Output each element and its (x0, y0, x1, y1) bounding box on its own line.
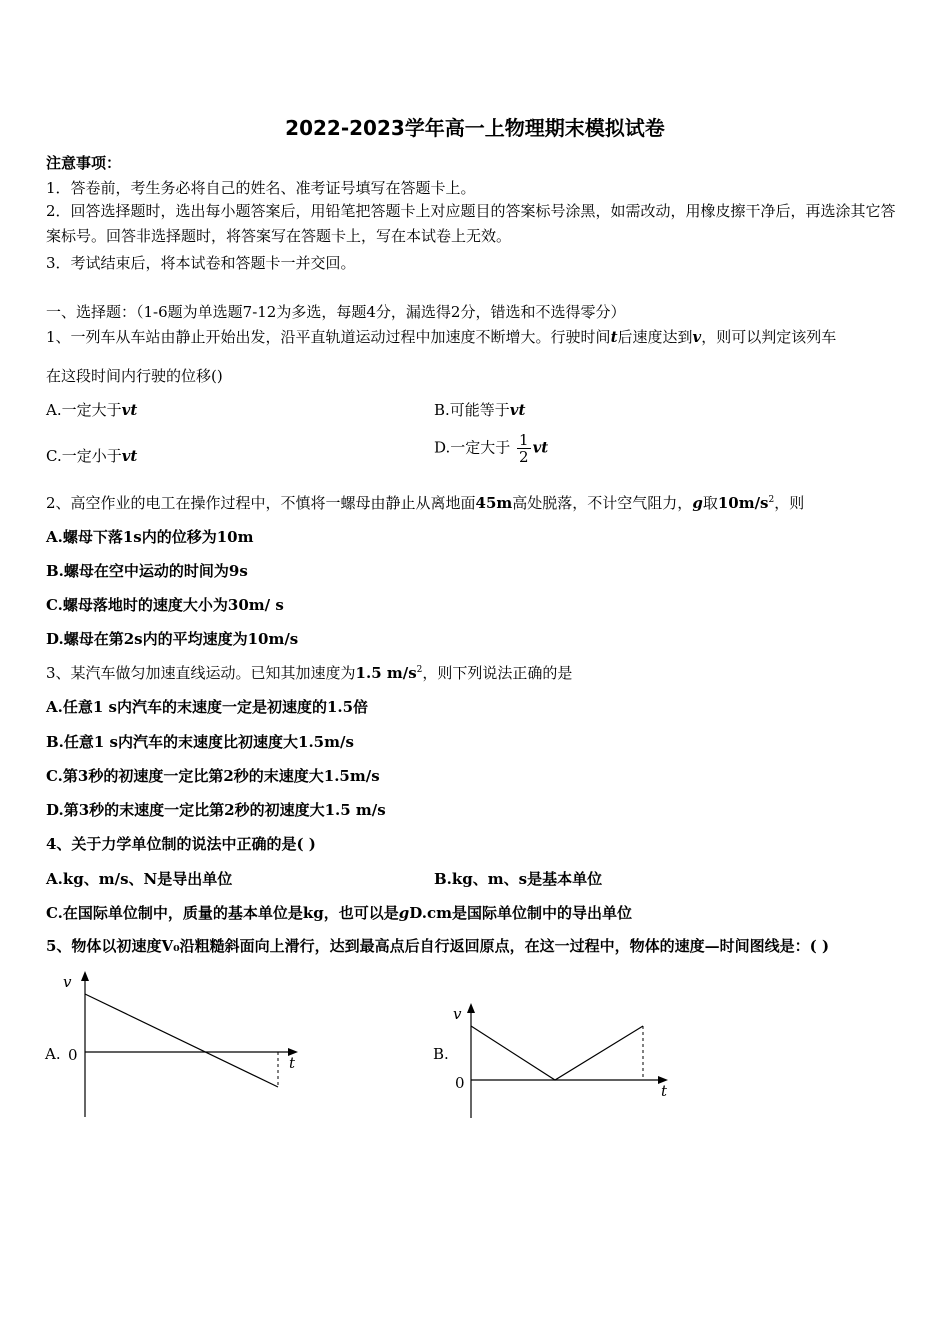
notice-heading: 注意事项： (46, 154, 122, 172)
q2-stem-a: 2、高空作业的电工在操作过程中，不慎将一螺母由静止从离地面 (46, 494, 476, 512)
q4-option-c[interactable] (46, 904, 409, 922)
q4-option-d[interactable]: D.cm是国际单位制中的导出单位 (409, 904, 632, 922)
graph-b-vt-line (471, 1026, 643, 1080)
fraction-denominator: 2 (519, 448, 529, 466)
q3-stem-a: 3、某汽车做匀加速直线运动。已知其加速度为 (46, 664, 356, 682)
notice-item-1: 1．答卷前，考生务必将自己的姓名、准考证号填写在答题卡上。 (46, 179, 476, 197)
q3-option-a[interactable]: A.任意1 s内汽车的末速度一定是初速度的1.5倍 (46, 698, 369, 716)
q2-sup: 2 (768, 495, 775, 505)
q1-option-b-text: B.可能等于 (434, 401, 510, 419)
q4-option-c-g: g (398, 904, 410, 922)
q2-stem-c: 取 (702, 494, 718, 512)
notice-item-2: 2．回答选择题时，选出每小题答案后，用铅笔把答题卡上对应题目的答案标号涂黑，如需改动，用橡皮擦干净后，再选涂其它答案标号。回答非选择题时，将答案写在答题卡上，写在本试卷上无效。 (46, 202, 896, 245)
q2-option-a[interactable]: A.螺母下落1s内的位移为10m (46, 528, 254, 546)
q3-stem-b: ，则下列说法正确的是 (422, 664, 573, 682)
q2-height: 45m (475, 494, 513, 512)
q3-option-c[interactable]: C.第3秒的初速度一定比第2秒的末速度大1.5m/s (46, 767, 380, 785)
q1-option-a-text: A.一定大于 (46, 401, 122, 419)
q4-option-b[interactable]: B.kg、m、s是基本单位 (434, 870, 603, 888)
q1-option-b[interactable] (434, 399, 525, 420)
q5-graph-b[interactable] (428, 995, 678, 1125)
q2-stem-b: 高处脱落，不计空气阻力， (512, 494, 693, 512)
q1-option-c-vt: vt (121, 447, 138, 465)
q1-var-v: v (692, 328, 702, 346)
q1-option-d-fraction (517, 432, 531, 465)
q1-var-t: t (610, 328, 618, 346)
q2-gval: 10m/s (717, 494, 769, 512)
q1-option-c-text: C.一定小于 (46, 447, 122, 465)
q3-stem (46, 662, 572, 683)
graph-b-label: B. (433, 1045, 449, 1063)
graph-a-label: A. (45, 1045, 61, 1063)
q1-stem-a: 1、一列车从车站由静止开始出发，沿平直轨道运动过程中加速度不断增大。行驶时间 (46, 328, 611, 346)
q1-stem-c: ，则可以判定该列车 (701, 328, 837, 346)
q2-option-b[interactable]: B.螺母在空中运动的时间为9s (46, 562, 248, 580)
q2-option-d[interactable]: D.螺母在第2s内的平均速度为10m/s (46, 630, 299, 648)
q4-stem: 4、关于力学单位制的说法中正确的是( ) (46, 835, 316, 853)
q1-stem-b: 后速度达到 (617, 328, 693, 346)
q1-option-a[interactable] (46, 399, 137, 420)
graph-b-xlabel: t (661, 1082, 668, 1100)
graph-b-origin: 0 (455, 1074, 465, 1092)
q1-stem (46, 326, 836, 347)
q2-stem (46, 492, 804, 513)
graph-b-v-arrow-icon (467, 1003, 475, 1013)
q3-sup: 2 (416, 665, 423, 675)
q1-option-c[interactable] (46, 445, 137, 466)
q2-option-c[interactable]: C.螺母落地时的速度大小为30m/ s (46, 596, 284, 614)
q1-stem-line2: 在这段时间内行驶的位移() (46, 367, 223, 385)
section-heading: 一、选择题：（1-6题为单选题7-12为多选，每题4分，漏选得2分，错选和不选得零分） (46, 303, 626, 321)
graph-a-v-arrow-icon (81, 971, 89, 981)
q5-graph-a[interactable] (40, 965, 310, 1125)
graph-a-vt-line (85, 994, 278, 1087)
q1-option-d[interactable] (434, 432, 548, 465)
q3-option-b[interactable]: B.任意1 s内汽车的末速度比初速度大1.5m/s (46, 733, 354, 751)
q2-g: g (692, 494, 703, 512)
graph-a-ylabel: v (63, 973, 72, 991)
graph-b-ylabel: v (453, 1005, 462, 1023)
q2-stem-d: ，则 (774, 494, 805, 512)
page-title: 2022-2023学年高一上物理期末模拟试卷 (285, 116, 665, 140)
q1-option-b-vt: vt (509, 401, 526, 419)
q5-stem: 5、物体以初速度V₀沿粗糙斜面向上滑行，达到最高点后自行返回原点，在这一过程中，物体的速度—时间图线是：( ) (46, 937, 830, 955)
notice-item-3: 3．考试结束后，将本试卷和答题卡一并交回。 (46, 254, 356, 272)
q4-option-c-text: C.在国际单位制中，质量的基本单位是kg，也可以是 (46, 904, 399, 922)
q1-option-a-vt: vt (121, 401, 138, 419)
fraction-numerator: 1 (519, 431, 529, 449)
q1-option-d-vt: vt (532, 438, 549, 457)
q3-aval: 1.5 m/s (355, 664, 417, 682)
q3-option-d[interactable]: D.第3秒的末速度一定比第2秒的初速度大1.5 m/s (46, 801, 386, 819)
graph-a-origin: 0 (68, 1046, 78, 1064)
q4-option-c-d (46, 902, 632, 923)
q4-option-a[interactable]: A.kg、m/s、N是导出单位 (46, 870, 233, 888)
q1-option-d-text: D.一定大于 (434, 438, 511, 457)
graph-a-xlabel: t (289, 1054, 296, 1072)
